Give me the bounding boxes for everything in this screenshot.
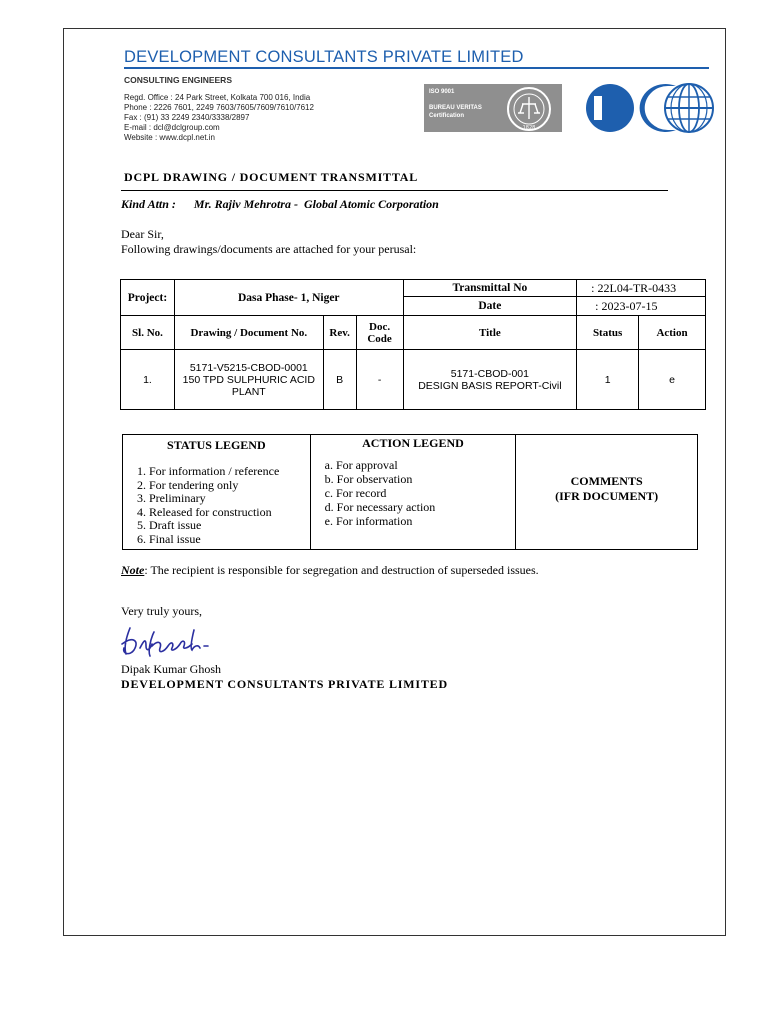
row-rev: B	[323, 350, 356, 410]
action-legend-item: e. For information	[324, 514, 413, 528]
action-legend-item: a. For approval	[324, 458, 398, 472]
status-legend-item: 6. Final issue	[137, 531, 201, 546]
status-legend-item: 4. Released for construction	[137, 504, 272, 519]
col-doc-code: Doc. Code	[356, 316, 403, 350]
status-legend	[123, 435, 311, 550]
action-legend-title: ACTION LEGEND	[362, 436, 464, 450]
note	[121, 563, 539, 578]
note-label: Note	[121, 563, 145, 577]
certification-body: BUREAU VERITAS	[429, 105, 482, 111]
closing-text: Very truly yours,	[121, 604, 202, 618]
company-name: DEVELOPMENT CONSULTANTS PRIVATE LIMITED	[124, 48, 524, 66]
certification-label: Certification	[429, 113, 465, 119]
title-code: 5171-CBOD-001	[450, 367, 529, 380]
bureau-veritas-seal-icon	[498, 86, 560, 132]
date-label: Date	[403, 297, 577, 316]
phone-line: Phone : 2226 7601, 2249 7603/7605/7609/7610/7612	[124, 103, 314, 112]
legend-table	[122, 434, 698, 550]
comments-cell	[516, 435, 698, 550]
kind-attn-value: Mr. Rajiv Mehrotra - Global Atomic Corporation	[193, 197, 439, 211]
fax-line: Fax : (91) 33 2249 2340/3338/2897	[124, 113, 250, 122]
seal-year: 1828	[522, 125, 536, 131]
row-title	[403, 350, 577, 410]
company-address	[124, 93, 314, 143]
action-legend-item: d. For necessary action	[324, 500, 436, 514]
row-doc-code: -	[356, 350, 403, 410]
row-action: e	[639, 350, 706, 410]
document-description: 150 TPD SULPHURIC ACID PLANT	[182, 373, 315, 398]
iso-label: ISO 9001	[429, 89, 455, 95]
date-value: : 2023-07-15	[577, 297, 706, 316]
title-text: DESIGN BASIS REPORT-Civil	[418, 379, 562, 392]
status-legend-item: 5. Draft issue	[137, 518, 202, 532]
email-line: E-mail : dcl@dclgroup.com	[124, 123, 220, 132]
col-sl-no: Sl. No.	[121, 316, 175, 350]
col-title: Title	[403, 316, 577, 350]
col-rev: Rev.	[323, 316, 356, 350]
status-legend-title: STATUS LEGEND	[167, 438, 266, 452]
comments-value: (IFR DOCUMENT)	[555, 488, 659, 503]
transmittal-no-value: : 22L04-TR-0433	[577, 280, 706, 297]
col-document-no: Drawing / Document No.	[174, 316, 323, 350]
project-value: Dasa Phase- 1, Niger	[174, 280, 403, 316]
action-legend	[310, 435, 516, 550]
header-divider	[124, 67, 709, 69]
kind-attn-label: Kind Attn :	[121, 197, 176, 211]
signer-organization: DEVELOPMENT CONSULTANTS PRIVATE LIMITED	[121, 677, 448, 691]
certification-badge	[424, 84, 562, 132]
col-action: Action	[639, 316, 706, 350]
row-status: 1	[577, 350, 639, 410]
column-header-row	[121, 316, 706, 350]
row-document-no	[174, 350, 323, 410]
action-legend-item: b. For observation	[324, 472, 413, 486]
status-legend-item: 2. For tendering only	[137, 477, 239, 492]
status-legend-item: 1. For information / reference	[137, 464, 280, 478]
row-sl-no: 1.	[121, 350, 175, 410]
kind-attention	[121, 197, 439, 212]
note-text: : The recipient is responsible for segregation and destruction of superseded issues.	[144, 563, 539, 577]
action-legend-item: c. For record	[324, 486, 387, 500]
document-number: 5171-V5215-CBOD-0001	[189, 361, 308, 374]
dcpl-logo-icon	[584, 78, 719, 140]
document-title: DCPL DRAWING / DOCUMENT TRANSMITTAL	[124, 170, 419, 184]
comments-title: COMMENTS	[570, 473, 643, 488]
col-status: Status	[577, 316, 639, 350]
company-subtitle: CONSULTING ENGINEERS	[124, 75, 232, 85]
transmittal-table	[120, 279, 706, 410]
table-row	[121, 350, 706, 410]
signature-icon	[116, 618, 216, 662]
website-line: Website : www.dcpl.net.in	[124, 133, 216, 142]
signer-name: Dipak Kumar Ghosh	[121, 662, 221, 676]
intro-text: Following drawings/documents are attached for your perusal:	[121, 242, 417, 256]
title-divider	[121, 190, 668, 191]
salutation: Dear Sir,	[121, 227, 164, 241]
transmittal-no-label: Transmittal No	[403, 280, 577, 297]
address-line: Regd. Office : 24 Park Street, Kolkata 700 016, India	[124, 93, 311, 102]
project-label: Project:	[121, 280, 175, 316]
status-legend-item: 3. Preliminary	[137, 491, 206, 505]
